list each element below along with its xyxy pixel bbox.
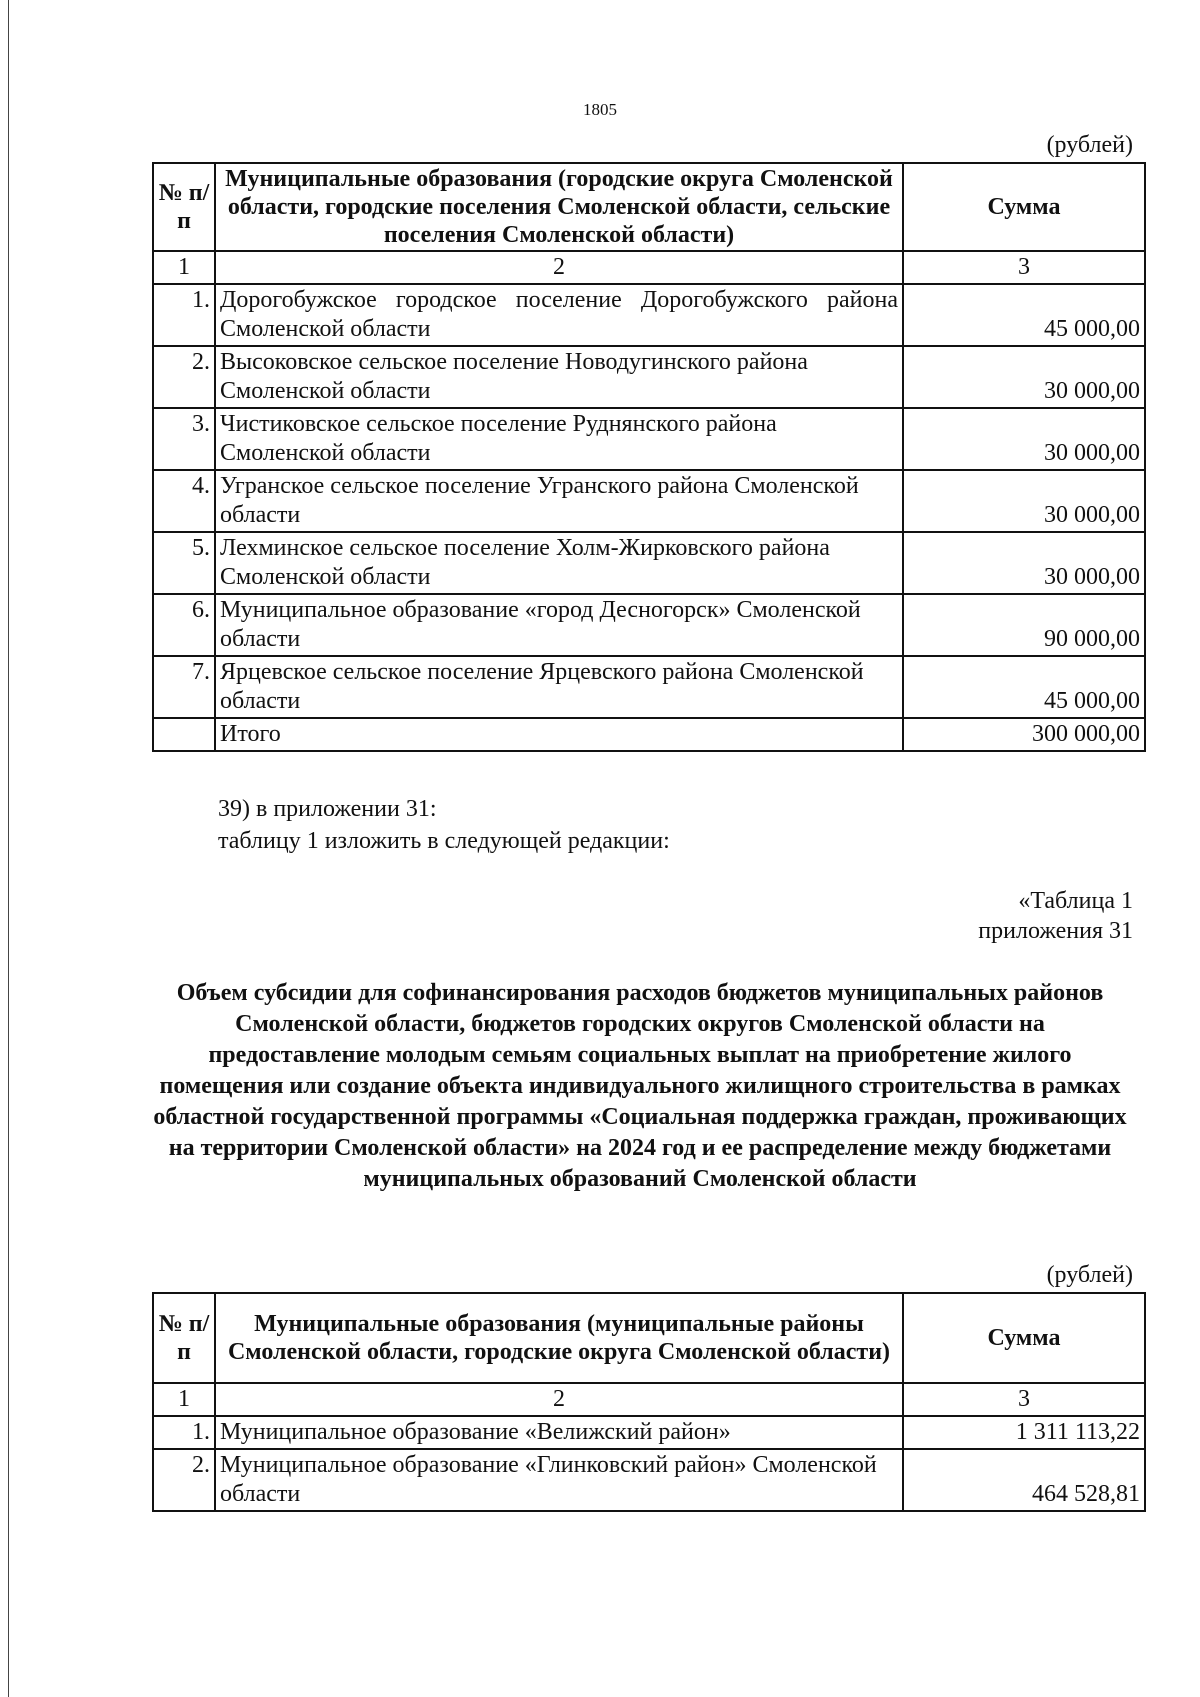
table-caption <box>978 886 1133 946</box>
index-cell: 3 <box>903 1383 1145 1416</box>
row-sum: 30 000,00 <box>903 470 1145 532</box>
row-sum: 90 000,00 <box>903 594 1145 656</box>
row-sum: 45 000,00 <box>903 284 1145 346</box>
document-title: Объем субсидии для софинансирования расходов бюджетов муниципальных районов Смоленской области, бюджетов городских округов Смоленской области на предоставление молодым семьям социальных выплат на приобретение жилого помещения или создание объекта индивидуального жилищного строительства в рамках областной государственной программы «Социальная поддержка граждан, проживающих на территории Смоленской области» на 2024 год и ее распределение между бюджетами муниципальных образований Смоленской области <box>153 980 1127 1192</box>
row-num: 3. <box>153 408 215 470</box>
table-a-unit: (рублей) <box>1046 132 1133 158</box>
row-name: Высоковское сельское поселение Новодугинского района Смоленской области <box>215 346 903 408</box>
table-row <box>153 470 1145 532</box>
row-sum: 1 311 113,22 <box>903 1416 1145 1449</box>
row-num: 1. <box>153 1416 215 1449</box>
header-num: № п/п <box>153 1293 215 1383</box>
index-cell: 1 <box>153 1383 215 1416</box>
header-sum: Сумма <box>903 163 1145 251</box>
index-cell: 2 <box>215 1383 903 1416</box>
table-a <box>152 162 1146 752</box>
table-row <box>153 1449 1145 1511</box>
row-num: 6. <box>153 594 215 656</box>
caption-line-1: «Таблица 1 <box>1018 888 1133 914</box>
row-name: Чистиковское сельское поселение Руднянского района Смоленской области <box>215 408 903 470</box>
row-name: Угранское сельское поселение Угранского района Смоленской области <box>215 470 903 532</box>
total-sum: 300 000,00 <box>903 718 1145 751</box>
row-num: 2. <box>153 1449 215 1511</box>
row-num: 2. <box>153 346 215 408</box>
row-sum: 30 000,00 <box>903 408 1145 470</box>
left-margin-rule <box>8 0 9 1697</box>
table-b-unit: (рублей) <box>1046 1262 1133 1288</box>
caption-line-2: приложения 31 <box>978 918 1133 944</box>
header-name: Муниципальные образования (городские округа Смоленской области, городские поселения Смоленской области, сельские поселения Смоленской области) <box>215 163 903 251</box>
total-num-empty <box>153 718 215 751</box>
index-cell: 1 <box>153 251 215 284</box>
index-cell: 3 <box>903 251 1145 284</box>
row-name: Муниципальное образование «город Десногорск» Смоленской области <box>215 594 903 656</box>
row-num: 1. <box>153 284 215 346</box>
total-label: Итого <box>215 718 903 751</box>
page-number: 1805 <box>583 100 617 119</box>
row-sum: 30 000,00 <box>903 532 1145 594</box>
table-b <box>152 1292 1146 1512</box>
row-sum: 464 528,81 <box>903 1449 1145 1511</box>
row-name: Дорогобужское городское поселение Дорогобужского района Смоленской области <box>215 284 903 346</box>
table-row <box>153 594 1145 656</box>
table-a-index-row <box>153 251 1145 284</box>
row-name: Муниципальное образование «Глинковский район» Смоленской области <box>215 1449 903 1511</box>
table-a-total-row <box>153 718 1145 751</box>
row-name: Лехминское сельское поселение Холм-Жирковского района Смоленской области <box>215 532 903 594</box>
row-num: 5. <box>153 532 215 594</box>
row-sum: 45 000,00 <box>903 656 1145 718</box>
row-name: Муниципальное образование «Велижский район» <box>215 1416 903 1449</box>
header-name: Муниципальные образования (муниципальные районы Смоленской области, городские округа Смоленской области) <box>215 1293 903 1383</box>
paragraph-line-2: таблицу 1 изложить в следующей редакции: <box>218 828 670 854</box>
table-row <box>153 408 1145 470</box>
table-row <box>153 284 1145 346</box>
row-sum: 30 000,00 <box>903 346 1145 408</box>
table-b-index-row <box>153 1383 1145 1416</box>
row-num: 7. <box>153 656 215 718</box>
row-name: Ярцевское сельское поселение Ярцевского района Смоленской области <box>215 656 903 718</box>
paragraph-line-1: 39) в приложении 31: <box>218 796 437 822</box>
header-num: № п/п <box>153 163 215 251</box>
table-a-header-row <box>153 163 1145 251</box>
table-row <box>153 1416 1145 1449</box>
table-row <box>153 656 1145 718</box>
table-b-header-row <box>153 1293 1145 1383</box>
header-sum: Сумма <box>903 1293 1145 1383</box>
row-num: 4. <box>153 470 215 532</box>
table-row <box>153 532 1145 594</box>
table-row <box>153 346 1145 408</box>
index-cell: 2 <box>215 251 903 284</box>
